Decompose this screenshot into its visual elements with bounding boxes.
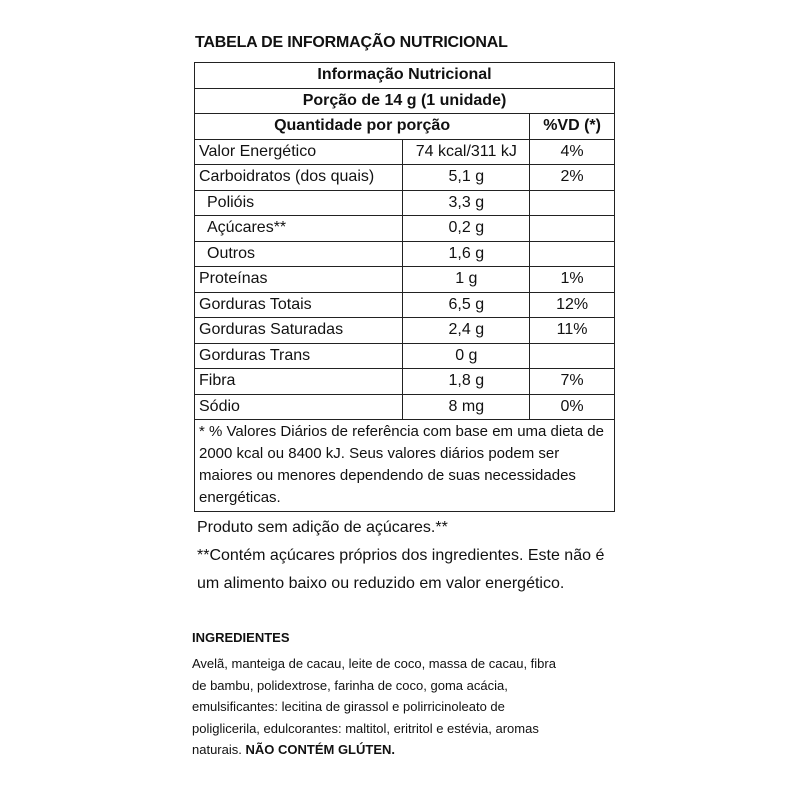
column-vd: %VD (*)	[530, 114, 615, 140]
nutrient-vd	[530, 343, 615, 369]
nutrient-name: Proteínas	[195, 267, 403, 293]
nutrient-name: Gorduras Saturadas	[195, 318, 403, 344]
nutrient-amount: 1 g	[403, 267, 530, 293]
ingredients-text: Avelã, manteiga de cacau, leite de coco, massa de cacau, fibra de bambu, polidextrose, farinha de coco, goma acácia, emulsificantes: lecitina de girassol e polirricinoleato de poliglicerila, edulcorantes: maltitol, eritritol e estévia, aromas naturais.	[192, 656, 556, 757]
nutrient-vd: 12%	[530, 292, 615, 318]
table-row	[195, 318, 615, 344]
nutrient-vd	[530, 241, 615, 267]
nutrient-amount: 0,2 g	[403, 216, 530, 242]
no-sugar-note: Produto sem adição de açúcares.**	[197, 519, 448, 536]
nutrient-amount: 2,4 g	[403, 318, 530, 344]
nutrient-vd: 1%	[530, 267, 615, 293]
table-footnote: * % Valores Diários de referência com base em uma dieta de 2000 kcal ou 8400 kJ. Seus valores diários podem ser maiores ou menores dependendo de suas necessidades energéticas.	[195, 420, 615, 512]
nutrient-vd	[530, 216, 615, 242]
nutrient-vd: 2%	[530, 165, 615, 191]
nutrient-vd: 7%	[530, 369, 615, 395]
column-quantity: Quantidade por porção	[195, 114, 530, 140]
gluten-warning: NÃO CONTÉM GLÚTEN.	[245, 742, 395, 757]
table-row	[195, 216, 615, 242]
table-row	[195, 241, 615, 267]
nutrient-vd: 11%	[530, 318, 615, 344]
nutrient-amount: 1,8 g	[403, 369, 530, 395]
table-row	[195, 190, 615, 216]
table-row	[195, 343, 615, 369]
nutrient-name: Outros	[195, 241, 403, 267]
nutrition-table	[194, 62, 615, 512]
nutrient-amount: 6,5 g	[403, 292, 530, 318]
nutrient-name: Gorduras Trans	[195, 343, 403, 369]
table-row	[195, 394, 615, 420]
product-notes	[197, 514, 617, 598]
nutrient-name: Fibra	[195, 369, 403, 395]
ingredients-list	[192, 653, 562, 761]
table-row	[195, 165, 615, 191]
nutrient-name: Carboidratos (dos quais)	[195, 165, 403, 191]
ingredients-title: INGREDIENTES	[192, 630, 290, 645]
table-row	[195, 292, 615, 318]
nutrient-amount: 5,1 g	[403, 165, 530, 191]
nutrient-amount: 3,3 g	[403, 190, 530, 216]
nutrient-vd	[530, 190, 615, 216]
nutrient-vd: 0%	[530, 394, 615, 420]
nutrient-amount: 74 kcal/311 kJ	[403, 139, 530, 165]
table-row	[195, 139, 615, 165]
nutrient-amount: 0 g	[403, 343, 530, 369]
page-title: TABELA DE INFORMAÇÃO NUTRICIONAL	[195, 34, 508, 51]
nutrient-name: Valor Energético	[195, 139, 403, 165]
table-header: Informação Nutricional	[195, 63, 615, 89]
portion-size: Porção de 14 g (1 unidade)	[195, 88, 615, 114]
nutrient-vd: 4%	[530, 139, 615, 165]
table-row	[195, 369, 615, 395]
nutrient-name: Açúcares**	[195, 216, 403, 242]
table-row	[195, 267, 615, 293]
nutrient-amount: 8 mg	[403, 394, 530, 420]
nutrient-rows	[195, 139, 615, 420]
sugar-source-note: **Contém açúcares próprios dos ingredientes. Este não é um alimento baixo ou reduzido em valor energético.	[197, 547, 605, 592]
nutrient-name: Polióis	[195, 190, 403, 216]
nutrient-name: Gorduras Totais	[195, 292, 403, 318]
nutrient-name: Sódio	[195, 394, 403, 420]
nutrient-amount: 1,6 g	[403, 241, 530, 267]
